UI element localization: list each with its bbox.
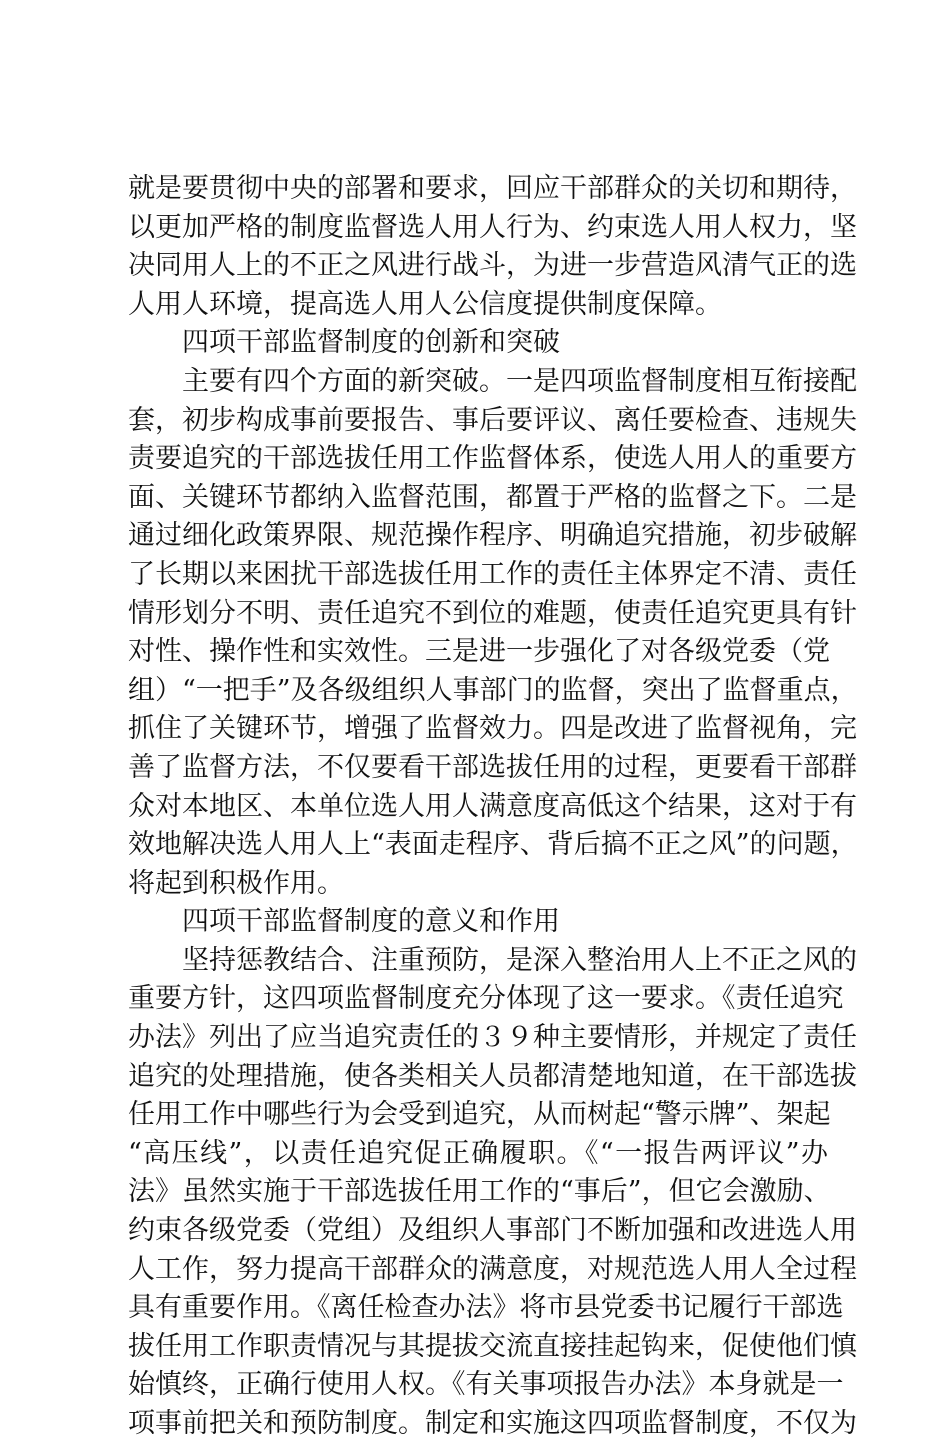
text-line: 面、关键环节都纳入监督范围，都置于严格的监督之下。二是 [128,481,857,513]
text-line: 人用人环境，提高选人用人公信度提供制度保障。 [128,288,722,320]
text-line: 以更加严格的制度监督选人用人行为、约束选人用人权力，坚 [128,211,857,243]
text-line: 情形划分不明、责任追究不到位的难题，使责任追究更具有针 [128,597,857,629]
text-line: 了长期以来困扰干部选拔任用工作的责任主体界定不清、责任 [128,558,857,590]
text-line: 将起到积极作用。 [128,867,344,899]
text-line: 具有重要作用。《离任检查办法》将市县党委书记履行干部选 [128,1292,844,1324]
text-line: 就是要贯彻中央的部署和要求，回应干部群众的关切和期待， [128,173,857,204]
text-line: 抓住了关键环节，增强了监督效力。四是改进了监督视角，完 [128,713,857,745]
text-line: 项事前把关和预防制度。制定和实施这四项监督制度，不仅为 [128,1408,857,1439]
text-line: “高压线”，以责任追究促正确履职。《“一报告两评议”办 [128,1137,828,1169]
text-line: 任用工作中哪些行为会受到追究，从而树起“警示牌”、架起 [128,1099,831,1131]
text-line: 决同用人上的不正之风进行战斗，为进一步营造风清气正的选 [128,250,857,282]
text-line: 办法》列出了应当追究责任的３９种主要情形，并规定了责任 [128,1022,857,1054]
text-line: 约束各级党委（党组）及组织人事部门不断加强和改进选人用 [128,1215,857,1247]
text-line: 追究的处理措施，使各类相关人员都清楚地知道，在干部选拔 [128,1060,857,1092]
text-line: 套，初步构成事前要报告、事后要评议、离任要检查、违规失 [128,404,857,436]
text-line: 坚持惩教结合、注重预防，是深入整治用人上不正之风的 [182,944,857,976]
text-line: 重要方针，这四项监督制度充分体现了这一要求。《责任追究 [128,983,844,1015]
text-line: 善了监督方法，不仅要看干部选拔任用的过程，更要看干部群 [128,751,857,783]
text-line: 始慎终，正确行使用人权。《有关事项报告办法》本身就是一 [128,1369,844,1401]
body-text [128,170,858,1444]
section-heading: 四项干部监督制度的意义和作用 [182,906,560,938]
text-line: 众对本地区、本单位选人用人满意度高低这个结果，这对于有 [128,790,857,822]
text-line: 主要有四个方面的新突破。一是四项监督制度相互衔接配 [182,365,857,397]
text-line: 法》虽然实施于干部选拔任用工作的“事后”，但它会激励、 [128,1176,831,1208]
text-line: 组）“一把手”及各级组织人事部门的监督，突出了监督重点， [128,674,858,706]
text-line: 效地解决选人用人上“表面走程序、背后搞不正之风”的问题， [128,829,858,861]
text-line: 责要追究的干部选拔任用工作监督体系，使选人用人的重要方 [128,443,857,475]
text-line: 拔任用工作职责情况与其提拔交流直接挂起钩来，促使他们慎 [128,1330,857,1362]
section-heading: 四项干部监督制度的创新和突破 [182,327,560,359]
text-line: 人工作，努力提高干部群众的满意度，对规范选人用人全过程 [128,1253,857,1285]
text-line: 通过细化政策界限、规范操作程序、明确追究措施，初步破解 [128,520,857,552]
text-line: 对性、操作性和实效性。三是进一步强化了对各级党委（党 [128,636,830,668]
